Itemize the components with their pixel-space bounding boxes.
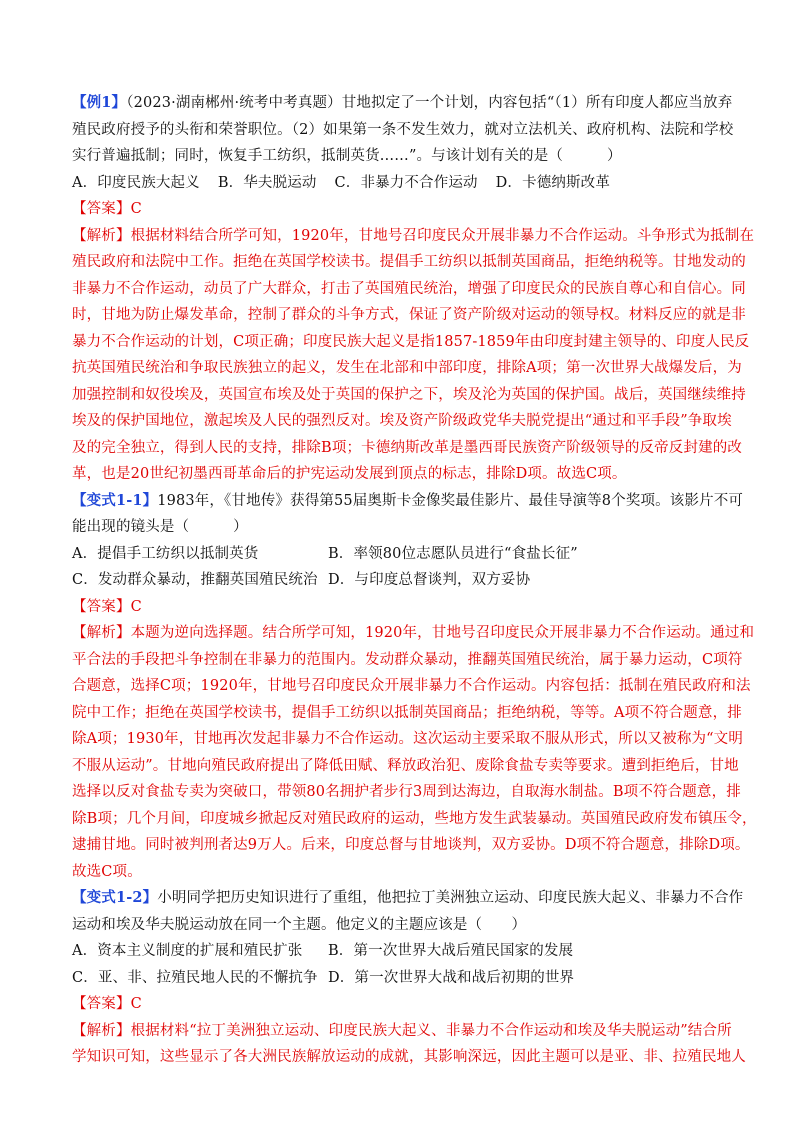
option-c: C．非暴力不合作运动 (334, 174, 478, 191)
variant-1-1-analysis-line: 不服从运动”。甘地向殖民政府提出了降低田赋、释放政治犯、废除食盐专卖等要求。遭到拒绝后，甘地 (72, 757, 739, 774)
answer-value: C (130, 598, 142, 615)
example-1-analysis-line: 及的完全独立，得到人民的支持，排除B项；卡德纳斯改革是墨西哥民族资产阶级领导的反帝反封建的改 (72, 439, 743, 456)
option-b: B．率领80位志愿队员进行“食盐长征” (328, 545, 578, 562)
variant-1-1-options-row-2 (72, 567, 732, 594)
option-d: D．与印度总督谈判，双方妥协 (328, 572, 531, 588)
variant-1-1-analysis-line: 选择以反对食盐专卖为突破口，带领80名拥护者步行3周到达海边，自取海水制盐。B项不符合题意，排 (72, 784, 741, 800)
variant-1-2-options-row-2 (72, 965, 732, 992)
example-1-question-line-2: 殖民政府授予的头衔和荣誉职位。（2）如果第一条不发生效力，就对立法机关、政府机构、法院和学校 (72, 121, 734, 138)
example-1-options (72, 170, 732, 197)
example-1-analysis-line (72, 223, 755, 250)
analysis-tag: 【解析】 (72, 1022, 131, 1039)
variant-1-1-options-row-1 (72, 541, 732, 568)
option-c: C．发动群众暴动，推翻英国殖民统治 (72, 572, 318, 588)
variant-1-1-answer (72, 594, 732, 621)
variant-1-2-question-text: 小明同学把历史知识进行了重组，他把拉丁美洲独立运动、印度民族大起义、非暴力不合作 (157, 890, 744, 906)
variant-1-2-question-line-2: 运动和埃及华夫脱运动放在同一个主题。他定义的主题应该是（ ） (72, 916, 527, 933)
variant-1-1-analysis-line: 除B项；几个月间，印度城乡掀起反对殖民政府的运动，些地方发生武装暴动。英国殖民政府发布镇压令， (72, 810, 757, 827)
variant-1-1-analysis-line: 合题意，选择C项；1920年，甘地号召印度民众开展非暴力不合作运动。内容包括：抵制在殖民政府和法 (72, 678, 751, 694)
variant-1-1-analysis-line: 逮捕甘地。同时被判刑者达9万人。后来，印度总督与甘地谈判，双方妥协。D项不符合题意，排除D项。 (72, 837, 750, 853)
example-1-analysis-line: 埃及的保护国地位，激起埃及人民的强烈反对。埃及资产阶级政党华夫脱党提出“通过和平手段”争取埃 (72, 413, 732, 429)
variant-1-1-tag: 【变式1-1】 (72, 491, 158, 509)
answer-tag: 【答案】 (72, 996, 131, 1012)
option-b: B．华夫脱运动 (217, 174, 317, 191)
example-1-analysis-line: 革，也是20世纪初墨西哥革命后的护宪运动发展到顶点的标志，排除D项。故选C项。 (72, 466, 627, 482)
option-a: A．提倡手工纺织以抵制英货 (72, 545, 259, 562)
option-b: B．第一次世界大战后殖民国家的发展 (328, 943, 574, 959)
variant-1-1-analysis-line: 故选C项。 (72, 863, 142, 880)
variant-1-2-options-row-1 (72, 938, 732, 965)
example-1-question-line-1 (72, 90, 732, 117)
analysis-text: 本题为逆向选择题。结合所学可知，1920年，甘地号召印度民众开展非暴力不合作运动。通过和 (130, 625, 755, 641)
answer-value: C (130, 201, 142, 217)
document-page (72, 90, 757, 1071)
option-d: D．第一次世界大战和战后初期的世界 (328, 969, 575, 986)
variant-1-2-answer (72, 991, 732, 1018)
variant-1-1-analysis-line (72, 620, 755, 647)
example-1-answer (72, 196, 732, 223)
option-a: A．印度民族大起义 (72, 174, 200, 191)
example-1-analysis-line: 暴力不合作运动的计划，C项正确；印度民族大起义是指1857-1859年由印度封建主领导的、印度人民反 (72, 333, 750, 350)
analysis-text: 根据材料“拉丁美洲独立运动、印度民族大起义、非暴力不合作运动和埃及华夫脱运动”结合所 (130, 1022, 732, 1039)
answer-tag: 【答案】 (72, 201, 131, 217)
variant-1-1-analysis-line: 平合法的手段把斗争控制在非暴力的范围内。发动群众暴动，推翻英国殖民统治，属于暴力运动，C项符 (72, 651, 743, 668)
example-1-analysis-line: 抗英国殖民统治和争取民族独立的起义，发生在北部和中部印度，排除A项；第一次世界大战爆发后，为 (72, 360, 742, 376)
variant-1-2-analysis-line (72, 1018, 732, 1045)
answer-tag: 【答案】 (72, 598, 131, 615)
variant-1-2-question-line-1 (72, 885, 744, 912)
option-c: C．亚、非、拉殖民地人民的不懈抗争 (72, 969, 318, 986)
example-1-question-line-3: 实行普遍抵制；同时，恢复手工纺织，抵制英货……”。与该计划有关的是（ ） (72, 148, 622, 164)
example-1-question-text: （2023·湖南郴州·统考中考真题）甘地拟定了一个计划，内容包括“（1）所有印度人都应当放弃 (126, 95, 733, 111)
example-1-tag: 【例1】 (72, 94, 127, 111)
option-a: A．资本主义制度的扩展和殖民扩张 (72, 943, 303, 959)
variant-1-1-analysis-line: 院中工作；拒绝在英国学校读书，提倡手工纺织以抵制英国商品；拒绝纳税，等等。A项不符合题意，排 (72, 704, 742, 721)
example-1-analysis-line: 时，甘地为防止爆发革命，控制了群众的斗争方式，保证了资产阶级对运动的领导权。材料反应的就是非 (72, 307, 746, 323)
variant-1-1-analysis-line: 除A项；1930年，甘地再次发起非暴力不合作运动。这次运动主要采取不服从形式，所以又被称为“文明 (72, 731, 743, 747)
analysis-text: 根据材料结合所学可知，1920年，甘地号召印度民众开展非暴力不合作运动。斗争形式为抵制在 (130, 227, 755, 244)
example-1-analysis-line: 加强控制和奴役埃及，英国宣布埃及处于英国的保护之下，埃及沦为英国的保护国。战后，英国继续维持 (72, 386, 746, 403)
example-1-analysis-line: 殖民政府和法院中工作。拒绝在英国学校读书。提倡手工纺织以抵制英国商品，拒绝纳税等。甘地发动的 (72, 254, 746, 270)
variant-1-2-tag: 【变式1-2】 (72, 889, 158, 906)
analysis-tag: 【解析】 (72, 625, 131, 641)
variant-1-1-question-line-2: 能出现的镜头是（ ） (72, 519, 248, 535)
variant-1-1-question-text: 1983年，《甘地传》获得第55届奥斯卡金像奖最佳影片、最佳导演等8个奖项。该影片不可 (157, 492, 744, 509)
option-d: D．卡德纳斯改革 (495, 174, 610, 191)
answer-value: C (130, 996, 142, 1012)
variant-1-2-analysis-line: 学知识可知，这些显示了各大洲民族解放运动的成就，其影响深远，因此主题可以是亚、非、拉殖民地人 (72, 1049, 746, 1065)
example-1-analysis-line: 非暴力不合作运动，动员了广大群众，打击了英国殖民统治，增强了印度民众的民族自尊心和自信心。同 (72, 280, 746, 297)
variant-1-1-question-line-1 (72, 488, 744, 515)
analysis-tag: 【解析】 (72, 227, 131, 244)
